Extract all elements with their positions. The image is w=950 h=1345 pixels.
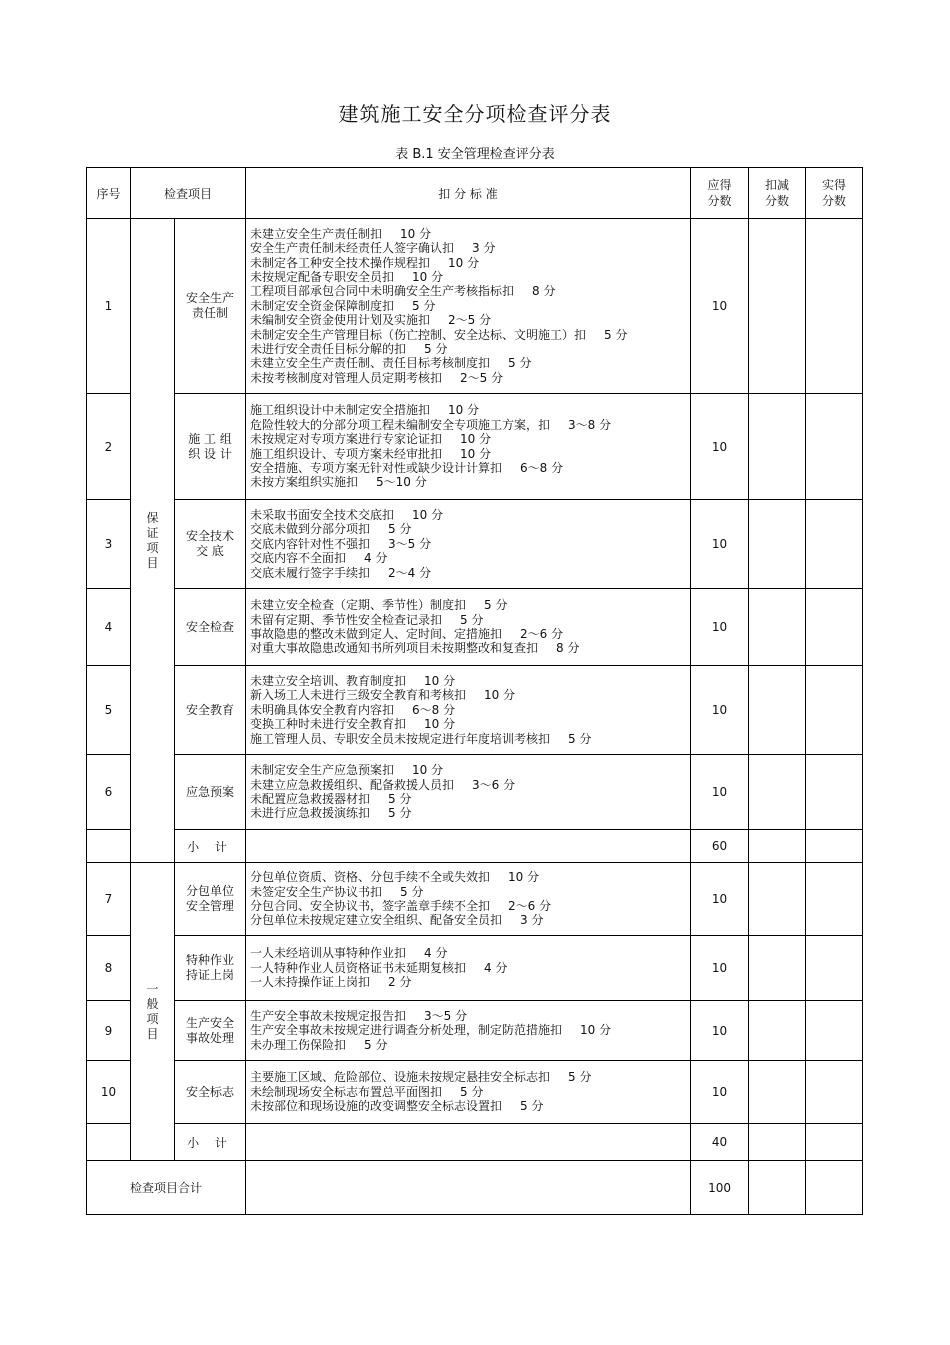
deduction-points: 5 分: [460, 612, 484, 627]
subtotal-row-guarantee: [87, 830, 863, 863]
deduction-line: [250, 356, 686, 370]
deduction-points: 4 分: [364, 551, 388, 566]
deduction-text: 未制定安全生产管理目标（伤亡控制、安全达标、文明施工）扣: [250, 327, 587, 342]
deduct-score-cell[interactable]: [749, 1061, 806, 1124]
subtotal-deduct-cell[interactable]: [749, 830, 806, 863]
deduction-text: 交底内容针对性不强扣: [250, 536, 371, 551]
deduction-line: [250, 270, 686, 284]
deduction-text: 未制定各工种安全技术操作规程扣: [250, 255, 431, 270]
deduction-text: 施工组织设计中未制定安全措施扣: [250, 403, 431, 418]
actual-score-cell[interactable]: [806, 219, 863, 394]
check-item-name: 安全检查: [175, 589, 246, 666]
deduction-points: 2 分: [388, 975, 412, 990]
deduction-text: 工程项目部承包合同中未明确安全生产考核指标扣: [250, 284, 515, 299]
deduction-line: [250, 371, 686, 385]
deduction-line: [250, 1009, 686, 1023]
due-score: 10: [691, 394, 749, 500]
deduction-points: 2～5 分: [460, 370, 504, 385]
deduction-line: [250, 946, 686, 960]
deduction-points: 3 分: [472, 241, 496, 256]
actual-score-cell[interactable]: [806, 394, 863, 500]
actual-score-cell[interactable]: [806, 1061, 863, 1124]
deduct-score-cell[interactable]: [749, 755, 806, 830]
deduction-text: 施工管理人员、专职安全员未按规定进行年度培训考核扣: [250, 731, 551, 746]
deduction-text: 一人特种作业人员资格证书未延期复核扣: [250, 960, 467, 975]
subtotal-standard: [246, 830, 691, 863]
table-row: [87, 936, 863, 1001]
deduction-line: [250, 299, 686, 313]
deduction-line: [250, 508, 686, 522]
deduction-line: [250, 806, 686, 820]
deduction-points: 5 分: [388, 806, 412, 821]
deduction-points: 5 分: [400, 884, 424, 899]
deduction-points: 5 分: [388, 522, 412, 537]
table-row: [87, 394, 863, 500]
table-row: [87, 589, 863, 666]
deduction-line: [250, 732, 686, 746]
total-deduct-cell[interactable]: [749, 1161, 806, 1215]
deduction-standard: [246, 936, 691, 1001]
total-standard: [246, 1161, 691, 1215]
deduction-line: [250, 961, 686, 975]
deduction-text: 未按考核制度对管理人员定期考核扣: [250, 370, 443, 385]
row-number: 4: [87, 589, 131, 666]
check-item-name: 特种作业 持证上岗: [175, 936, 246, 1001]
deduction-line: [250, 885, 686, 899]
table-row: [87, 500, 863, 589]
deduction-text: 分包单位资质、资格、分包手续不全或失效扣: [250, 870, 491, 885]
due-score: 10: [691, 219, 749, 394]
deduction-line: [250, 461, 686, 475]
actual-score-cell[interactable]: [806, 755, 863, 830]
deduct-score-cell[interactable]: [749, 500, 806, 589]
deduction-line: [250, 566, 686, 580]
deduction-text: 未绘制现场安全标志布置总平面图扣: [250, 1084, 443, 1099]
row-number: 1: [87, 219, 131, 394]
subtotal-no: [87, 1124, 131, 1161]
deduction-line: [250, 537, 686, 551]
deduction-standard: [246, 394, 691, 500]
deduction-text: 安全措施、专项方案无针对性或缺少设计计算扣: [250, 460, 503, 475]
deduction-text: 主要施工区域、危险部位、设施未按规定悬挂安全标志扣: [250, 1070, 551, 1085]
check-item-name: 应急预案: [175, 755, 246, 830]
check-item-name: 安全教育: [175, 666, 246, 755]
table-row: [87, 1061, 863, 1124]
actual-score-cell[interactable]: [806, 500, 863, 589]
deduction-points: 5 分: [568, 731, 592, 746]
deduction-points: 10 分: [400, 226, 432, 241]
deduction-text: 未建立应急救援组织、配备救援人员扣: [250, 777, 455, 792]
deduction-points: 2～6 分: [508, 899, 552, 913]
subtotal-no: [87, 830, 131, 863]
table-row: [87, 863, 863, 936]
subtotal-score: 40: [691, 1124, 749, 1161]
deduction-standard: [246, 1001, 691, 1061]
deduction-text: 未建立安全生产责任制扣: [250, 226, 383, 241]
deduction-text: 一人未持操作证上岗扣: [250, 975, 371, 990]
deduction-line: [250, 313, 686, 327]
subtotal-label: 小 计: [175, 830, 246, 863]
deduction-text: 未建立安全生产责任制、责任目标考核制度扣: [250, 356, 491, 371]
deduction-points: 5～10 分: [376, 475, 427, 490]
deduction-text: 新入场工人未进行三级安全教育和考核扣: [250, 688, 467, 703]
deduction-line: [250, 792, 686, 806]
deduction-line: [250, 475, 686, 489]
deduction-points: 5 分: [460, 1084, 484, 1099]
deduction-line: [250, 598, 686, 612]
actual-score-cell[interactable]: [806, 863, 863, 936]
deduction-points: 5 分: [508, 356, 532, 371]
deduction-text: 未按部位和现场设施的改变调整安全标志设置扣: [250, 1099, 503, 1114]
table-row: [87, 755, 863, 830]
deduction-standard: [246, 500, 691, 589]
deduction-points: 2～5 分: [448, 313, 492, 328]
deduction-points: 10 分: [424, 673, 456, 688]
actual-score-cell[interactable]: [806, 1001, 863, 1061]
deduction-line: [250, 674, 686, 688]
check-item-name: 安全标志: [175, 1061, 246, 1124]
deduction-points: 5 分: [388, 792, 412, 806]
group-guarantee: 保 证 项 目: [131, 219, 175, 863]
deduction-points: 5 分: [484, 598, 508, 613]
actual-score-cell[interactable]: [806, 589, 863, 666]
table-subtitle: 表 B.1 安全管理检查评分表: [395, 147, 555, 162]
deduction-points: 5 分: [364, 1037, 388, 1052]
deduction-text: 未明确具体安全教育内容扣: [250, 702, 395, 717]
deduction-line: [250, 1099, 686, 1113]
header-due-score: 应得 分数: [691, 168, 749, 219]
deduction-line: [250, 418, 686, 432]
row-number: 2: [87, 394, 131, 500]
deduction-text: 变换工种时未进行安全教育扣: [250, 717, 407, 732]
row-number: 3: [87, 500, 131, 589]
deduction-points: 5 分: [412, 298, 436, 313]
deduction-points: 10 分: [412, 507, 444, 522]
deduction-line: [250, 899, 686, 913]
deduction-points: 10 分: [508, 870, 540, 885]
deduction-text: 施工组织设计、专项方案未经审批扣: [250, 446, 443, 461]
deduction-line: [250, 522, 686, 536]
deduction-text: 分包合同、安全协议书，签字盖章手续不全扣: [250, 899, 491, 913]
deduction-points: 10 分: [460, 432, 492, 447]
deduction-line: [250, 403, 686, 417]
total-actual-cell[interactable]: [806, 1161, 863, 1215]
row-number: 8: [87, 936, 131, 1001]
total-label: 检查项目合计: [87, 1161, 246, 1215]
subtotal-label: 小 计: [175, 1124, 246, 1161]
deduction-text: 未建立安全培训、教育制度扣: [250, 673, 407, 688]
deduction-points: 2～6 分: [520, 627, 564, 641]
deduction-line: [250, 1038, 686, 1052]
deduction-text: 交底未履行签字手续扣: [250, 565, 371, 580]
deduction-text: 未留有定期、季节性安全检查记录扣: [250, 612, 443, 627]
check-item-name: 分包单位 安全管理: [175, 863, 246, 936]
deduction-line: [250, 641, 686, 655]
deduct-score-cell[interactable]: [749, 394, 806, 500]
deduction-standard: [246, 219, 691, 394]
actual-score-cell[interactable]: [806, 936, 863, 1001]
deduction-standard: [246, 1061, 691, 1124]
deduction-points: 4 分: [424, 946, 448, 961]
deduction-standard: [246, 863, 691, 936]
deduction-points: 3～5 分: [424, 1008, 468, 1023]
total-score: 100: [691, 1161, 749, 1215]
deduction-text: 交底内容不全面扣: [250, 551, 347, 566]
check-item-name: 生产安全 事故处理: [175, 1001, 246, 1061]
deduction-text: 事故隐患的整改未做到定人、定时间、定措施扣: [250, 627, 503, 641]
deduction-text: 交底未做到分部分项扣: [250, 522, 371, 537]
subtotal-deduct-cell[interactable]: [749, 1124, 806, 1161]
deduction-text: 未按规定配备专职安全员扣: [250, 269, 395, 284]
score-table: [86, 167, 863, 1215]
deduction-text: 未制定安全生产应急预案扣: [250, 763, 395, 778]
deduct-score-cell[interactable]: [749, 863, 806, 936]
deduction-standard: [246, 755, 691, 830]
due-score: 10: [691, 500, 749, 589]
due-score: 10: [691, 863, 749, 936]
subtotal-score: 60: [691, 830, 749, 863]
deduction-text: 未编制安全资金使用计划及实施扣: [250, 313, 431, 328]
deduction-points: 8 分: [532, 284, 556, 299]
deduction-points: 5 分: [568, 1070, 592, 1085]
header-item: 检查项目: [131, 168, 246, 219]
deduction-line: [250, 1023, 686, 1037]
check-item-name: 安全技术 交 底: [175, 500, 246, 589]
deduction-line: [250, 1085, 686, 1099]
deduction-points: 3～5 分: [388, 536, 432, 551]
deduction-text: 未采取书面安全技术交底扣: [250, 507, 395, 522]
deduct-score-cell[interactable]: [749, 666, 806, 755]
deduction-line: [250, 613, 686, 627]
deduction-text: 生产安全事故未按规定报告扣: [250, 1008, 407, 1023]
deduction-line: [250, 913, 686, 927]
total-row: [87, 1161, 863, 1215]
deduction-text: 未签定安全生产协议书扣: [250, 884, 383, 899]
header-row: [87, 168, 863, 219]
due-score: 10: [691, 755, 749, 830]
subtotal-actual-cell[interactable]: [806, 830, 863, 863]
deduction-points: 5 分: [604, 327, 628, 342]
deduction-points: 3 分: [520, 913, 544, 928]
deduction-text: 生产安全事故未按规定进行调查分析处理，制定防范措施扣: [250, 1023, 563, 1038]
table-row: [87, 219, 863, 394]
deduction-text: 一人未经培训从事特种作业扣: [250, 946, 407, 961]
deduction-text: 未办理工伤保险扣: [250, 1037, 347, 1052]
deduction-line: [250, 870, 686, 884]
deduction-text: 未进行应急救援演练扣: [250, 806, 371, 821]
check-item-name: 安全生产 责任制: [175, 219, 246, 394]
deduction-line: [250, 703, 686, 717]
row-number: 9: [87, 1001, 131, 1061]
deduction-line: [250, 447, 686, 461]
table-row: [87, 666, 863, 755]
deduction-line: [250, 328, 686, 342]
deduction-line: [250, 227, 686, 241]
deduction-line: [250, 432, 686, 446]
deduction-line: [250, 551, 686, 565]
due-score: 10: [691, 936, 749, 1001]
deduction-line: [250, 241, 686, 255]
deduction-line: [250, 627, 686, 641]
deduction-standard: [246, 589, 691, 666]
deduct-score-cell[interactable]: [749, 936, 806, 1001]
deduction-line: [250, 256, 686, 270]
deduction-points: 10 分: [412, 269, 444, 284]
deduction-line: [250, 975, 686, 989]
deduction-points: 2～4 分: [388, 565, 432, 580]
deduct-score-cell[interactable]: [749, 219, 806, 394]
deduction-points: 10 分: [448, 255, 480, 270]
deduction-points: 3～6 分: [472, 777, 516, 792]
header-standard: 扣 分 标 准: [246, 168, 691, 219]
subtotal-actual-cell[interactable]: [806, 1124, 863, 1161]
header-deduct-score: 扣减 分数: [749, 168, 806, 219]
deduction-text: 未进行安全责任目标分解的扣: [250, 342, 407, 357]
group-general: 一 般 项 目: [131, 863, 175, 1161]
deduction-points: 10 分: [484, 688, 516, 703]
deduction-text: 危险性较大的分部分项工程未编制安全专项施工方案，扣: [250, 417, 551, 432]
deduction-points: 10 分: [460, 446, 492, 461]
deduction-points: 5 分: [520, 1099, 544, 1114]
row-number: 7: [87, 863, 131, 936]
header-actual-score: 实得 分数: [806, 168, 863, 219]
deduction-line: [250, 778, 686, 792]
due-score: 10: [691, 666, 749, 755]
deduction-points: 6～8 分: [520, 460, 564, 475]
due-score: 10: [691, 1061, 749, 1124]
page-title: 建筑施工安全分项检查评分表: [338, 102, 612, 126]
check-item-name: 施 工 组 织 设 计: [175, 394, 246, 500]
deduction-line: [250, 717, 686, 731]
deduction-points: 4 分: [484, 960, 508, 975]
deduction-points: 10 分: [412, 763, 444, 778]
deduction-text: 未制定安全资金保障制度扣: [250, 298, 395, 313]
deduction-points: 3～8 分: [568, 417, 612, 432]
deduction-text: 分包单位未按规定建立安全组织、配备安全员扣: [250, 913, 503, 928]
deduction-points: 6～8 分: [412, 702, 456, 717]
deduction-points: 10 分: [448, 403, 480, 418]
deduction-line: [250, 688, 686, 702]
deduction-points: 10 分: [424, 717, 456, 732]
deduction-line: [250, 763, 686, 777]
deduction-points: 10 分: [580, 1023, 612, 1038]
header-no: 序号: [87, 168, 131, 219]
deduction-text: 未按方案组织实施扣: [250, 475, 359, 490]
table-row: [87, 1001, 863, 1061]
deduct-score-cell[interactable]: [749, 1001, 806, 1061]
due-score: 10: [691, 589, 749, 666]
deduction-line: [250, 342, 686, 356]
deduction-points: 8 分: [556, 641, 580, 656]
deduction-text: 未建立安全检查（定期、季节性）制度扣: [250, 598, 467, 613]
row-number: 10: [87, 1061, 131, 1124]
deduction-text: 未配置应急救援器材扣: [250, 792, 371, 806]
deduction-points: 5 分: [424, 342, 448, 357]
deduction-text: 对重大事故隐患改通知书所列项目未按期整改和复查扣: [250, 641, 539, 656]
due-score: 10: [691, 1001, 749, 1061]
deduction-line: [250, 284, 686, 298]
actual-score-cell[interactable]: [806, 666, 863, 755]
row-number: 6: [87, 755, 131, 830]
subtotal-standard: [246, 1124, 691, 1161]
row-number: 5: [87, 666, 131, 755]
deduction-text: 未按规定对专项方案进行专家论证扣: [250, 432, 443, 447]
deduct-score-cell[interactable]: [749, 589, 806, 666]
deduction-standard: [246, 666, 691, 755]
deduction-text: 安全生产责任制未经责任人签字确认扣: [250, 241, 455, 256]
deduction-line: [250, 1070, 686, 1084]
subtotal-row-general: [87, 1124, 863, 1161]
